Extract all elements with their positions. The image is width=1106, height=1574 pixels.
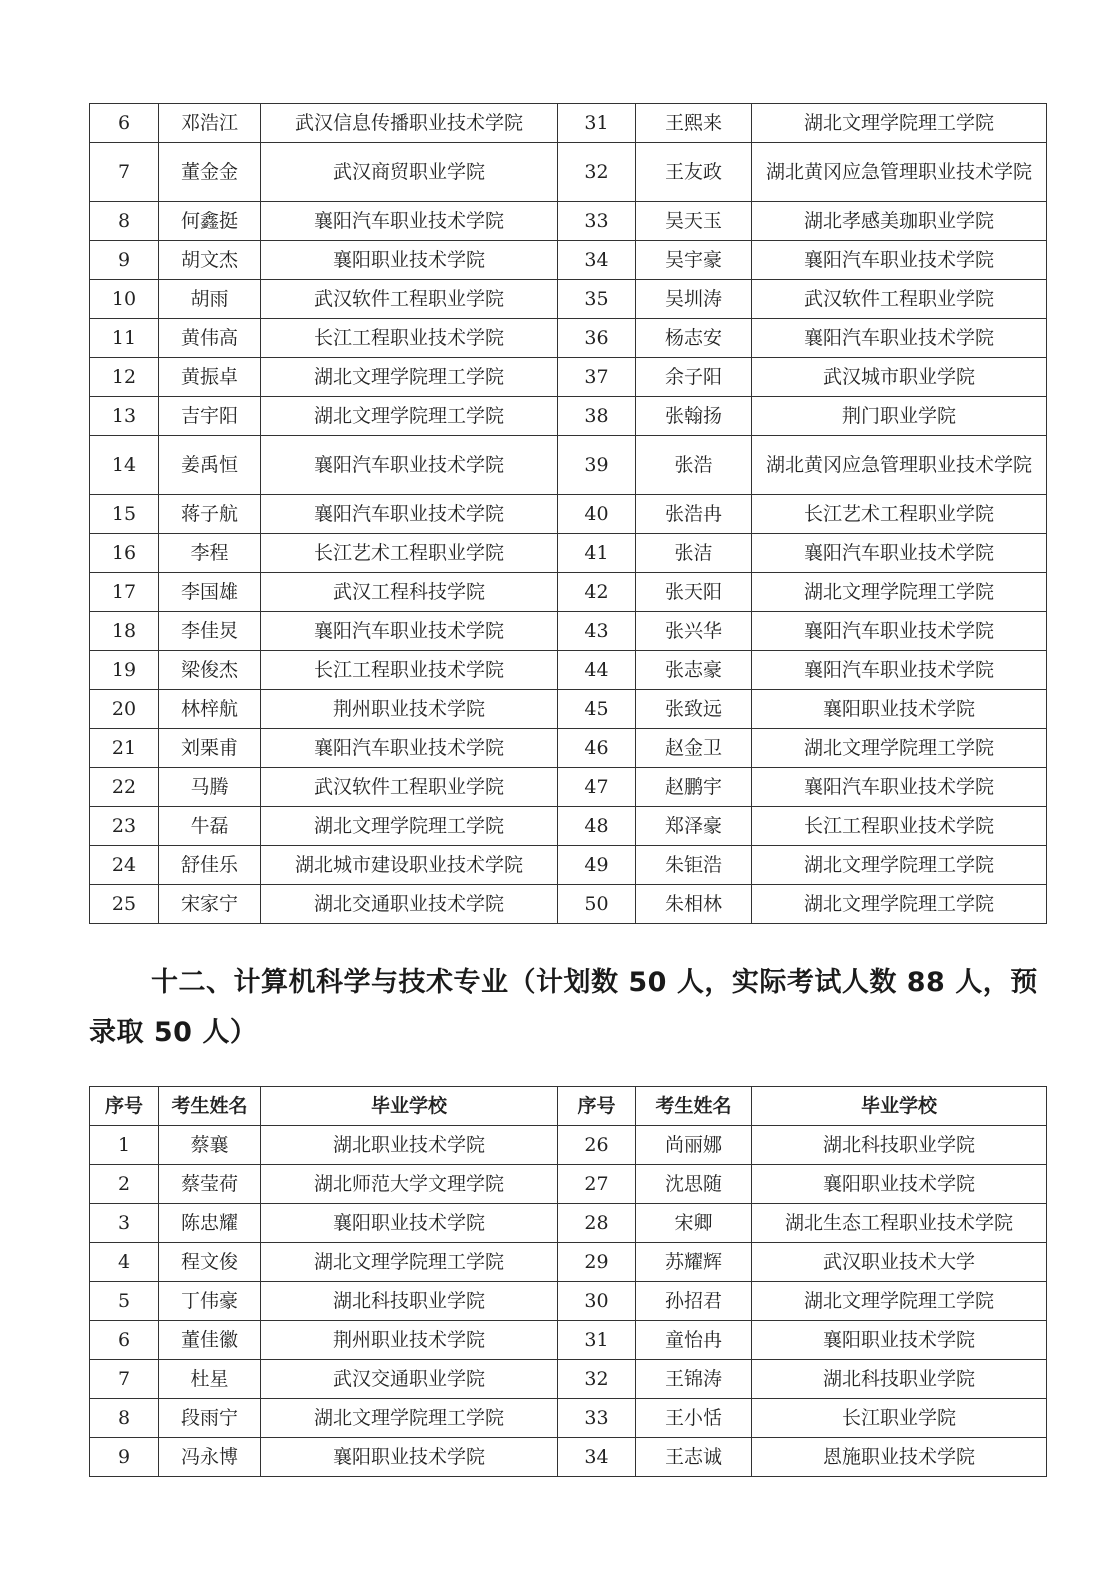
cell-no: 7	[90, 143, 159, 202]
cell-no: 4	[90, 1243, 159, 1282]
cell-name: 尚丽娜	[636, 1126, 752, 1165]
cell-school: 襄阳汽车职业技术学院	[752, 241, 1047, 280]
cell-name: 丁伟豪	[159, 1282, 261, 1321]
cell-school: 湖北文理学院理工学院	[752, 729, 1047, 768]
table-row	[90, 280, 1047, 319]
cell-school: 湖北科技职业学院	[752, 1360, 1047, 1399]
table-row	[90, 104, 1047, 143]
cell-school: 武汉城市职业学院	[752, 358, 1047, 397]
table-row	[90, 1282, 1047, 1321]
cell-name: 朱钜浩	[636, 846, 752, 885]
cell-name: 张洁	[636, 534, 752, 573]
cell-school: 湖北孝感美珈职业学院	[752, 202, 1047, 241]
cell-no: 22	[90, 768, 159, 807]
cell-no: 28	[558, 1204, 636, 1243]
cell-no: 8	[90, 202, 159, 241]
cell-no: 13	[90, 397, 159, 436]
table-row	[90, 1126, 1047, 1165]
cell-no: 35	[558, 280, 636, 319]
cell-no: 1	[90, 1126, 159, 1165]
cell-no: 8	[90, 1399, 159, 1438]
table-row	[90, 807, 1047, 846]
cell-name: 童怡冉	[636, 1321, 752, 1360]
table-row	[90, 1204, 1047, 1243]
table-row	[90, 1321, 1047, 1360]
cell-school: 长江工程职业技术学院	[261, 651, 558, 690]
cell-name: 王熙来	[636, 104, 752, 143]
cell-school: 襄阳汽车职业技术学院	[752, 651, 1047, 690]
cell-school: 长江工程职业技术学院	[752, 807, 1047, 846]
cell-school: 湖北职业技术学院	[261, 1126, 558, 1165]
cell-no: 39	[558, 436, 636, 495]
cell-school: 湖北生态工程职业技术学院	[752, 1204, 1047, 1243]
table-body	[90, 1126, 1047, 1477]
cell-no: 19	[90, 651, 159, 690]
cell-school: 湖北文理学院理工学院	[752, 573, 1047, 612]
cell-school: 荆州职业技术学院	[261, 690, 558, 729]
cell-school: 湖北城市建设职业技术学院	[261, 846, 558, 885]
cell-name: 董佳徽	[159, 1321, 261, 1360]
header-school: 毕业学校	[752, 1087, 1047, 1126]
cell-name: 朱相林	[636, 885, 752, 924]
cell-name: 蒋子航	[159, 495, 261, 534]
cell-name: 沈思随	[636, 1165, 752, 1204]
cell-name: 宋家宁	[159, 885, 261, 924]
table-row	[90, 612, 1047, 651]
table-row	[90, 495, 1047, 534]
table-row	[90, 729, 1047, 768]
cell-school: 襄阳汽车职业技术学院	[261, 729, 558, 768]
cell-no: 24	[90, 846, 159, 885]
table-row	[90, 573, 1047, 612]
cell-no: 21	[90, 729, 159, 768]
cell-no: 3	[90, 1204, 159, 1243]
cell-name: 杜星	[159, 1360, 261, 1399]
cell-name: 舒佳乐	[159, 846, 261, 885]
header-school: 毕业学校	[261, 1087, 558, 1126]
cell-school: 襄阳汽车职业技术学院	[261, 436, 558, 495]
cell-name: 张翰扬	[636, 397, 752, 436]
cell-no: 45	[558, 690, 636, 729]
cell-school: 荆门职业学院	[752, 397, 1047, 436]
cell-name: 蔡莹荷	[159, 1165, 261, 1204]
cell-school: 襄阳汽车职业技术学院	[752, 612, 1047, 651]
table-row	[90, 768, 1047, 807]
cell-name: 王锦涛	[636, 1360, 752, 1399]
cell-school: 襄阳职业技术学院	[261, 1204, 558, 1243]
cell-name: 张兴华	[636, 612, 752, 651]
cell-name: 杨志安	[636, 319, 752, 358]
cell-no: 6	[90, 104, 159, 143]
cell-name: 姜禹恒	[159, 436, 261, 495]
table-row	[90, 397, 1047, 436]
cell-no: 12	[90, 358, 159, 397]
table-body	[90, 104, 1047, 924]
cell-name: 李国雄	[159, 573, 261, 612]
cell-name: 胡雨	[159, 280, 261, 319]
cell-school: 湖北文理学院理工学院	[261, 807, 558, 846]
table-row	[90, 319, 1047, 358]
cell-school: 荆州职业技术学院	[261, 1321, 558, 1360]
cell-no: 46	[558, 729, 636, 768]
cell-no: 9	[90, 241, 159, 280]
cell-no: 23	[90, 807, 159, 846]
admission-table-continued	[89, 103, 1047, 924]
cell-no: 32	[558, 143, 636, 202]
header-name: 考生姓名	[636, 1087, 752, 1126]
cell-no: 7	[90, 1360, 159, 1399]
cell-no: 25	[90, 885, 159, 924]
cell-no: 32	[558, 1360, 636, 1399]
cell-no: 36	[558, 319, 636, 358]
cell-school: 湖北文理学院理工学院	[261, 1243, 558, 1282]
cell-name: 牛磊	[159, 807, 261, 846]
cell-school: 襄阳职业技术学院	[752, 1165, 1047, 1204]
cell-no: 14	[90, 436, 159, 495]
cell-no: 30	[558, 1282, 636, 1321]
cell-name: 吴圳涛	[636, 280, 752, 319]
table-row	[90, 651, 1047, 690]
cell-school: 襄阳职业技术学院	[261, 241, 558, 280]
table-row	[90, 1243, 1047, 1282]
cell-school: 长江艺术工程职业学院	[752, 495, 1047, 534]
cell-school: 长江艺术工程职业学院	[261, 534, 558, 573]
cell-no: 16	[90, 534, 159, 573]
cell-no: 47	[558, 768, 636, 807]
table-header-row	[90, 1087, 1047, 1126]
cell-no: 41	[558, 534, 636, 573]
section-heading: 十二、计算机科学与技术专业（计划数 50 人，实际考试人数 88 人，预录取 50 人）	[89, 967, 1038, 1048]
table-row	[90, 690, 1047, 729]
cell-no: 27	[558, 1165, 636, 1204]
cell-name: 苏耀辉	[636, 1243, 752, 1282]
cell-school: 湖北文理学院理工学院	[752, 104, 1047, 143]
header-no: 序号	[90, 1087, 159, 1126]
cell-school: 武汉软件工程职业学院	[752, 280, 1047, 319]
cell-name: 冯永博	[159, 1438, 261, 1477]
table-row	[90, 846, 1047, 885]
cell-school: 武汉商贸职业学院	[261, 143, 558, 202]
cell-school: 武汉职业技术大学	[752, 1243, 1047, 1282]
cell-name: 孙招君	[636, 1282, 752, 1321]
cell-school: 武汉交通职业学院	[261, 1360, 558, 1399]
cell-no: 26	[558, 1126, 636, 1165]
cell-no: 15	[90, 495, 159, 534]
cell-school: 襄阳职业技术学院	[261, 1438, 558, 1477]
cell-name: 张天阳	[636, 573, 752, 612]
cell-school: 湖北文理学院理工学院	[261, 397, 558, 436]
cell-no: 31	[558, 104, 636, 143]
cell-school: 湖北交通职业技术学院	[261, 885, 558, 924]
cell-no: 10	[90, 280, 159, 319]
cell-name: 张浩	[636, 436, 752, 495]
cell-school: 恩施职业技术学院	[752, 1438, 1047, 1477]
table-row	[90, 1360, 1047, 1399]
cell-no: 2	[90, 1165, 159, 1204]
cell-name: 段雨宁	[159, 1399, 261, 1438]
cell-no: 18	[90, 612, 159, 651]
table-row	[90, 241, 1047, 280]
cell-name: 邓浩江	[159, 104, 261, 143]
cell-no: 50	[558, 885, 636, 924]
cell-school: 湖北科技职业学院	[752, 1126, 1047, 1165]
cell-no: 44	[558, 651, 636, 690]
table-row	[90, 202, 1047, 241]
cell-no: 33	[558, 1399, 636, 1438]
cell-name: 李程	[159, 534, 261, 573]
cell-no: 38	[558, 397, 636, 436]
cell-name: 宋卿	[636, 1204, 752, 1243]
table-row	[90, 1165, 1047, 1204]
cell-name: 张浩冉	[636, 495, 752, 534]
cell-no: 6	[90, 1321, 159, 1360]
table-row	[90, 1399, 1047, 1438]
computer-science-admission-table	[89, 1086, 1047, 1477]
cell-name: 梁俊杰	[159, 651, 261, 690]
cell-school: 湖北文理学院理工学院	[752, 1282, 1047, 1321]
cell-school: 襄阳汽车职业技术学院	[752, 768, 1047, 807]
cell-school: 襄阳职业技术学院	[752, 1321, 1047, 1360]
cell-name: 蔡襄	[159, 1126, 261, 1165]
cell-no: 40	[558, 495, 636, 534]
cell-school: 襄阳汽车职业技术学院	[261, 495, 558, 534]
cell-school: 湖北科技职业学院	[261, 1282, 558, 1321]
cell-school: 襄阳汽车职业技术学院	[261, 202, 558, 241]
cell-no: 9	[90, 1438, 159, 1477]
cell-name: 余子阳	[636, 358, 752, 397]
cell-school: 襄阳汽车职业技术学院	[752, 534, 1047, 573]
cell-no: 29	[558, 1243, 636, 1282]
cell-school: 湖北文理学院理工学院	[752, 846, 1047, 885]
cell-no: 48	[558, 807, 636, 846]
cell-no: 31	[558, 1321, 636, 1360]
cell-no: 49	[558, 846, 636, 885]
cell-school: 湖北文理学院理工学院	[261, 1399, 558, 1438]
header-name: 考生姓名	[159, 1087, 261, 1126]
cell-name: 刘栗甫	[159, 729, 261, 768]
cell-name: 赵鹏宇	[636, 768, 752, 807]
cell-name: 吉宇阳	[159, 397, 261, 436]
cell-school: 湖北文理学院理工学院	[752, 885, 1047, 924]
cell-no: 42	[558, 573, 636, 612]
header-no: 序号	[558, 1087, 636, 1126]
cell-school: 湖北文理学院理工学院	[261, 358, 558, 397]
cell-school: 湖北黄冈应急管理职业技术学院	[752, 143, 1047, 202]
cell-name: 张致远	[636, 690, 752, 729]
cell-school: 襄阳汽车职业技术学院	[752, 319, 1047, 358]
cell-name: 黄伟高	[159, 319, 261, 358]
table-row	[90, 1438, 1047, 1477]
cell-school: 湖北黄冈应急管理职业技术学院	[752, 436, 1047, 495]
cell-no: 34	[558, 1438, 636, 1477]
cell-name: 赵金卫	[636, 729, 752, 768]
cell-school: 长江工程职业技术学院	[261, 319, 558, 358]
table-row	[90, 436, 1047, 495]
cell-school: 武汉软件工程职业学院	[261, 280, 558, 319]
cell-name: 王小恬	[636, 1399, 752, 1438]
table-row	[90, 885, 1047, 924]
cell-name: 李佳炅	[159, 612, 261, 651]
table-row	[90, 143, 1047, 202]
cell-name: 董金金	[159, 143, 261, 202]
cell-name: 吴宇豪	[636, 241, 752, 280]
cell-no: 37	[558, 358, 636, 397]
table-row	[90, 534, 1047, 573]
cell-name: 胡文杰	[159, 241, 261, 280]
cell-school: 襄阳汽车职业技术学院	[261, 612, 558, 651]
cell-name: 张志豪	[636, 651, 752, 690]
cell-no: 17	[90, 573, 159, 612]
cell-school: 襄阳职业技术学院	[752, 690, 1047, 729]
cell-name: 林梓航	[159, 690, 261, 729]
cell-school: 长江职业学院	[752, 1399, 1047, 1438]
cell-name: 程文俊	[159, 1243, 261, 1282]
cell-school: 武汉软件工程职业学院	[261, 768, 558, 807]
cell-no: 34	[558, 241, 636, 280]
cell-no: 11	[90, 319, 159, 358]
cell-name: 郑泽豪	[636, 807, 752, 846]
cell-no: 33	[558, 202, 636, 241]
cell-name: 陈忠耀	[159, 1204, 261, 1243]
cell-no: 5	[90, 1282, 159, 1321]
cell-no: 20	[90, 690, 159, 729]
cell-no: 43	[558, 612, 636, 651]
cell-name: 马腾	[159, 768, 261, 807]
cell-school: 武汉工程科技学院	[261, 573, 558, 612]
cell-name: 黄振卓	[159, 358, 261, 397]
cell-school: 武汉信息传播职业技术学院	[261, 104, 558, 143]
cell-name: 何鑫挺	[159, 202, 261, 241]
table-row	[90, 358, 1047, 397]
cell-name: 吴天玉	[636, 202, 752, 241]
cell-school: 湖北师范大学文理学院	[261, 1165, 558, 1204]
cell-name: 王志诚	[636, 1438, 752, 1477]
cell-name: 王友政	[636, 143, 752, 202]
